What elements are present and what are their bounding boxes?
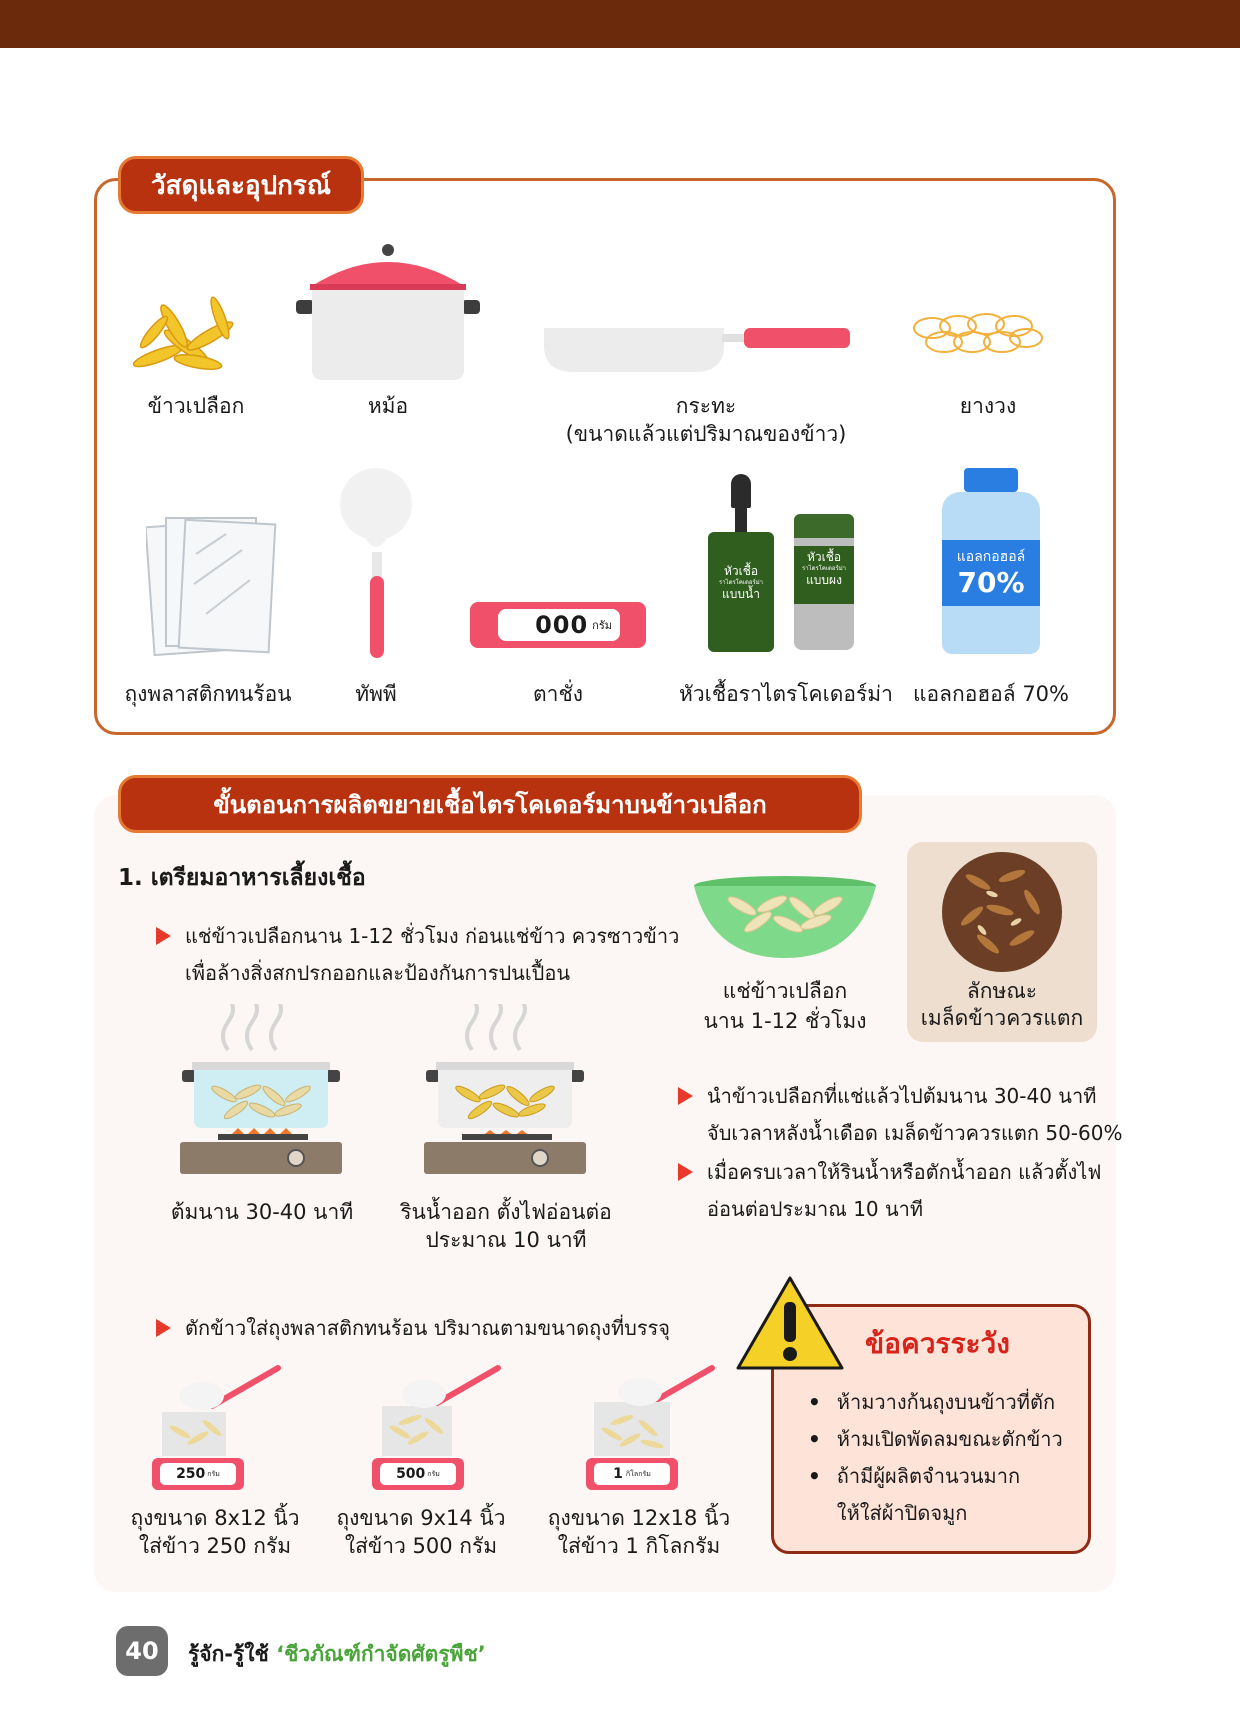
bag-250-image [152,1362,288,1494]
bag-1kg-image [586,1362,722,1494]
label-ladle: ทัพพี [355,682,397,706]
label-rubber-band: ยางวง [959,394,1017,418]
soak-caption-line2: นาน 1-12 ชั่วโมง [703,1009,867,1034]
alcohol-label-line1: แอลกอฮอล์ [956,549,1026,565]
bullet-soak-line1: แช่ข้าวเปลือกนาน 1-12 ชั่วโมง ก่อนแช่ข้าว ควรซาวข้าว [185,924,680,948]
bullet-soak-line2: เพื่อล้างสิ่งสกปรกออกและป้องกันการปนเปื้อน [185,961,571,985]
steps-title: ขั้นตอนการผลิตขยายเชื้อไตรโคเดอร์มาบนข้าวเปลือก [118,775,862,833]
pot-image [292,244,488,382]
bag-250-unit: กรัม [207,1469,220,1478]
label-inoculum: หัวเชื้อราไตรโคเดอร์ม่า [679,682,893,706]
liquid-bottle-line1: หัวเชื้อ [723,564,759,578]
drain-caption-line2: ประมาณ 10 นาที [425,1228,587,1253]
bag-500-unit: กรัม [427,1469,440,1478]
caution-item-text: ห้ามวางก้นถุงบนข้าวที่ตัก [836,1390,1056,1414]
scale-unit: กรัม [592,619,612,632]
scale-image [470,602,646,648]
bullet-boil-line2: จับเวลาหลังน้ำเดือด เมล็ดข้าวควรแตก 50-60% [707,1121,1123,1145]
bag-250-amount: ใส่ข้าว 250 กรัม [138,1534,292,1559]
step1-heading: 1. เตรียมอาหารเลี้ยงเชื้อ [118,865,366,891]
footer-title: ‘ชีวภัณฑ์กำจัดศัตรูพืช’ [276,1642,486,1666]
liquid-inoculum-bottle [708,474,774,654]
bag-500-display: 500 [396,1466,426,1482]
bullet-drain-line1: เมื่อครบเวลาให้รินน้ำหรือตักน้ำออก แล้วตั้งไฟ [707,1160,1102,1184]
bag-1kg-amount: ใส่ข้าว 1 กิโลกรัม [557,1534,721,1559]
bag-1kg-display: 1 [613,1466,623,1482]
drain-caption-line1: รินน้ำออก ตั้งไฟอ่อนต่อ [400,1200,612,1224]
caution-item-text: ห้ามเปิดพัดลมขณะตักข้าว [836,1427,1063,1451]
alcohol-bottle [942,468,1040,654]
bag-250-size: ถุงขนาด 8x12 นิ้ว [130,1506,300,1530]
powder-bottle-small: ราไตรโคเดอร์ม่า [801,565,847,572]
bag-500-caption [318,1504,524,1561]
char-caption [907,978,1097,1033]
label-paddy-rice: ข้าวเปลือก [147,394,245,418]
caution-item-text: ให้ใส่ผ้าปิดจมูก [836,1501,968,1525]
bullet-marker-icon [678,1087,693,1105]
powder-bottle-line1: หัวเชื้อ [806,550,842,564]
pan-image [544,326,852,376]
alcohol-label-line2: 70% [957,566,1025,599]
label-alcohol: แอลกอฮอล์ 70% [913,682,1069,706]
bullet-bagging [156,1310,670,1347]
bag-500-amount: ใส่ข้าว 500 กรัม [344,1534,498,1559]
bullet-marker-icon [678,1163,693,1181]
boil-caption: ต้มนาน 30-40 นาที [170,1200,354,1224]
plastic-bag-image [146,514,278,656]
ladle-image [338,468,414,660]
caution-item-text: ถ้ามีผู้ผลิตจำนวนมาก [836,1464,1021,1488]
bullet-marker-icon [156,1319,171,1337]
soak-caption [672,976,898,1037]
label-pan-note: (ขนาดแล้วแต่ปริมาณของข้าว) [565,422,847,446]
caution-item: • ถ้ามีผู้ผลิตจำนวนมาก [808,1458,1063,1495]
bag-250-caption [112,1504,318,1561]
label-pan: กระทะ [675,394,737,418]
caution-list [808,1384,1063,1532]
bullet-bagging-text: ตักข้าวใส่ถุงพลาสติกทนร้อน ปริมาณตามขนาดถุงที่บรรจุ [185,1316,671,1340]
bullet-drain-line2: อ่อนต่อประมาณ 10 นาที [707,1197,924,1221]
drained-pot-image [422,1004,588,1176]
bag-1kg-unit: กิโลกรัม [625,1469,651,1478]
page-number: 40 [116,1626,168,1676]
top-bar [0,0,1240,48]
label-pot: หม้อ [367,394,409,418]
bullet-boil-line1: นำข้าวเปลือกที่แช่แล้วไปต้มนาน 30-40 นาที [707,1084,1097,1108]
materials-title: วัสดุและอุปกรณ์ [118,156,364,214]
bag-1kg-size: ถุงขนาด 12x18 นิ้ว [547,1506,731,1530]
footer-series: รู้จัก-รู้ใช้ [188,1642,277,1666]
bullet-drain [678,1154,1101,1228]
bag-500-image [372,1362,508,1494]
soak-caption-line1: แช่ข้าวเปลือก [722,979,848,1003]
liquid-bottle-line2: แบบน้ำ [722,586,760,601]
soak-bowl-image [692,876,878,960]
rubber-bands-image [910,308,1044,364]
caution-title: ข้อควรระวัง [865,1327,1010,1360]
bullet-soak [156,918,679,992]
bag-1kg-caption [530,1504,748,1561]
footer-text [188,1638,486,1671]
caution-item [808,1495,1063,1532]
label-scale: ตาชั่ง [533,682,583,706]
cracked-rice-photo [942,852,1062,972]
warning-icon [734,1274,846,1372]
bag-250-display: 250 [176,1466,206,1482]
char-caption-line1: ลักษณะ [966,979,1038,1003]
bullet-boil [678,1078,1122,1152]
liquid-bottle-small: ราไตรโคเดอร์ม่า [718,579,764,586]
label-plastic-bag: ถุงพลาสติกทนร้อน [124,682,292,706]
caution-item: • ห้ามวางก้นถุงบนข้าวที่ตัก [808,1384,1063,1421]
boiling-pot-image [178,1004,344,1176]
bag-500-size: ถุงขนาด 9x14 นิ้ว [336,1506,506,1530]
bullet-marker-icon [156,927,171,945]
powder-inoculum-bottle [794,514,854,656]
scale-display: 000 [535,611,589,639]
drain-caption [388,1198,624,1255]
char-caption-line2: เมล็ดข้าวควรแตก [920,1006,1084,1031]
powder-bottle-line2: แบบผง [806,572,842,587]
paddy-rice-image [128,296,244,376]
caution-item: • ห้ามเปิดพัดลมขณะตักข้าว [808,1421,1063,1458]
